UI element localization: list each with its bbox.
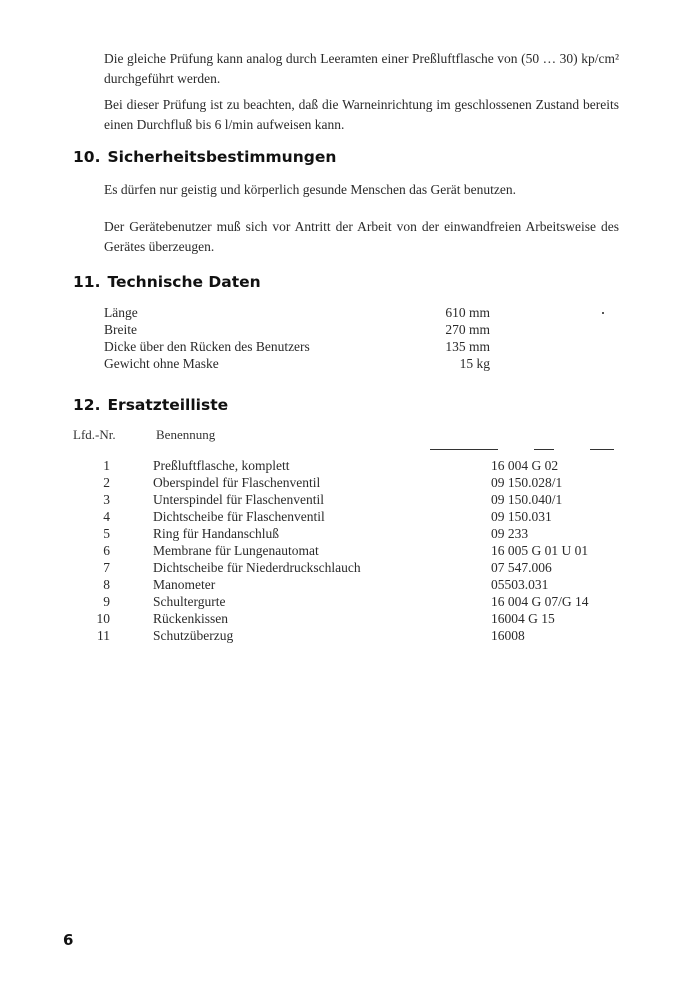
tech-label: Länge [104,305,138,320]
tech-value: 610 mm [445,305,490,320]
safety-paragraph-2: Der Gerätebenutzer muß sich vor Antritt der Arbeit von der einwandfreien Arbeitsweise des Gerätes überzeugen. [104,219,619,254]
page-number: 6 [63,931,74,949]
part-name: Preßluftflasche, komplett [153,458,290,473]
tech-label: Dicke über den Rücken des Benutzers [104,339,310,354]
part-number: 5 [103,526,110,541]
part-name: Manometer [153,577,216,592]
tech-value: 270 mm [445,322,490,337]
part-code: 05503.031 [491,577,549,592]
intro-paragraph-1: Die gleiche Prüfung kann analog durch Leeramten einer Preßluftflasche von (50 … 30) kp/cm² durchgeführt werden. [104,51,619,86]
part-number: 10 [96,611,110,626]
part-number: 3 [103,492,110,507]
part-name: Dichtscheibe für Niederdruckschlauch [153,560,361,575]
part-name: Oberspindel für Flaschenventil [153,475,321,490]
part-code: 09 150.031 [491,509,552,524]
part-number: 7 [103,560,110,575]
section-12-heading [73,396,228,414]
part-code: 16008 [491,628,525,643]
part-name: Rückenkissen [153,611,228,626]
part-number: 6 [103,543,110,558]
section-10-title: Sicherheitsbestimmungen [107,148,337,166]
column-header-name: Benennung [156,427,216,442]
part-code: 09 233 [491,526,529,541]
section-11-title: Technische Daten [107,273,261,291]
column-rule [534,449,554,450]
section-12-title: Ersatzteilliste [107,396,229,414]
part-code: 16 005 G 01 U 01 [491,543,589,558]
part-number: 2 [103,475,110,490]
section-11-heading [73,273,261,291]
column-rule [590,449,614,450]
section-10-number: 10. [73,148,101,166]
part-name: Dichtscheibe für Flaschenventil [153,509,325,524]
part-name: Ring für Handanschluß [153,526,279,541]
part-code: 09 150.028/1 [491,475,563,490]
part-number: 4 [103,509,110,524]
section-11-number: 11. [73,273,101,291]
stray-dot [602,312,604,314]
tech-label: Breite [104,322,137,337]
tech-label: Gewicht ohne Maske [104,356,219,371]
part-code: 16 004 G 07/G 14 [491,594,589,609]
part-name: Membrane für Lungenautomat [153,543,319,558]
part-number: 1 [103,458,110,473]
safety-paragraph-1: Es dürfen nur geistig und körperlich gesunde Menschen das Gerät benutzen. [104,182,517,197]
column-rule [430,449,498,450]
intro-paragraph-2: Bei dieser Prüfung ist zu beachten, daß die Warneinrichtung im geschlossenen Zustand bereits einen Durchfluß bis 6 l/min aufweisen kann. [104,97,619,132]
part-number: 11 [97,628,110,643]
part-code: 07 547.006 [491,560,552,575]
part-number: 9 [103,594,110,609]
tech-value: 15 kg [459,356,490,371]
section-10-heading [73,148,336,166]
part-name: Unterspindel für Flaschenventil [153,492,324,507]
column-header-number: Lfd.-Nr. [73,427,116,442]
part-name: Schultergurte [153,594,226,609]
part-name: Schutzüberzug [153,628,234,643]
part-code: 09 150.040/1 [491,492,563,507]
section-12-number: 12. [73,396,101,414]
part-code: 16004 G 15 [491,611,555,626]
part-code: 16 004 G 02 [491,458,559,473]
part-number: 8 [103,577,110,592]
tech-value: 135 mm [445,339,490,354]
